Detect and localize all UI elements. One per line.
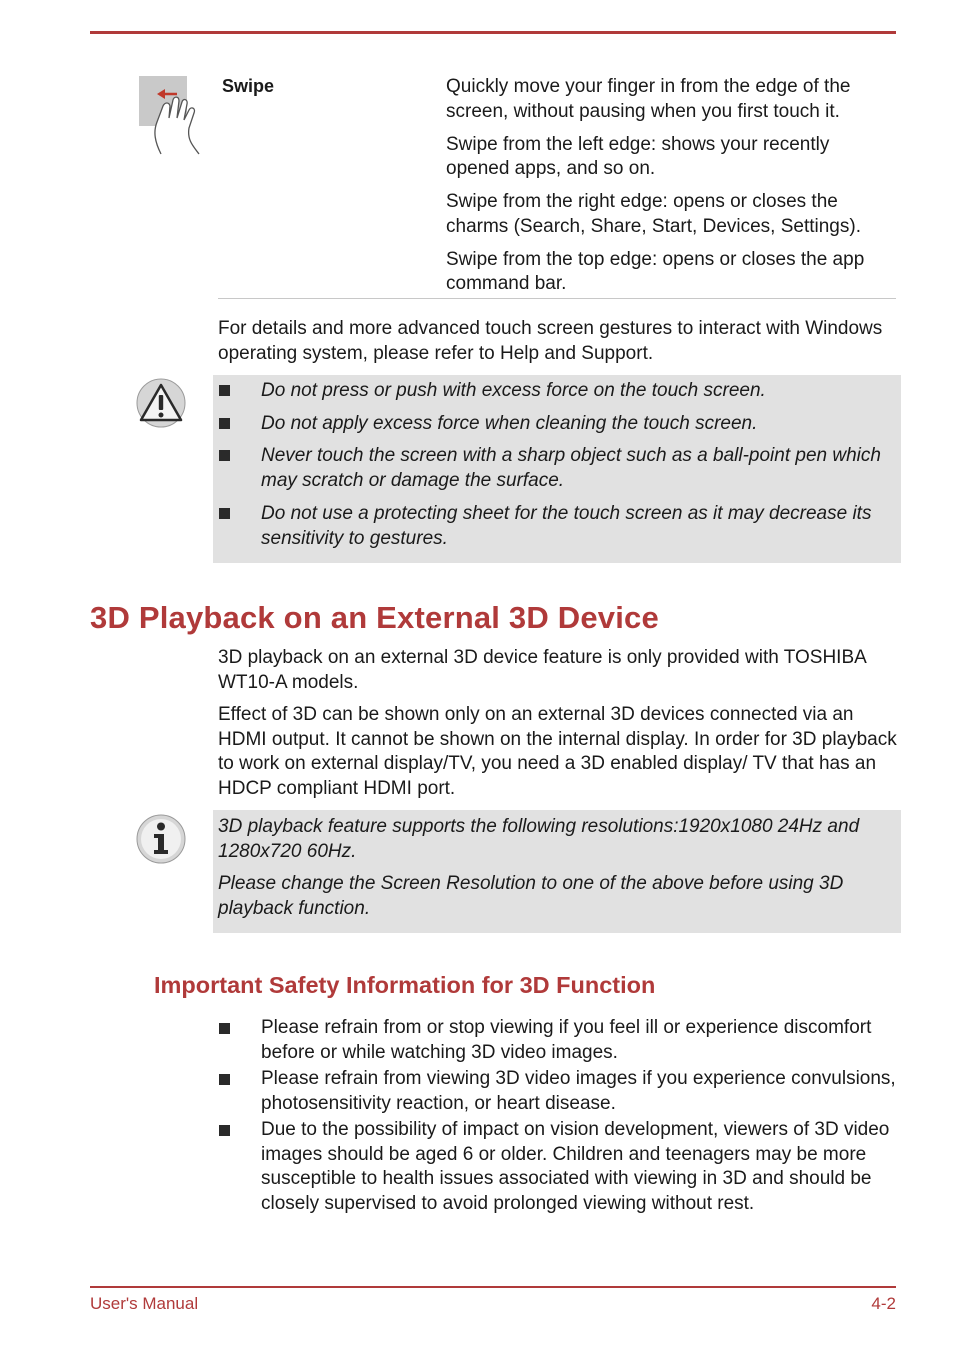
description-paragraph: Swipe from the left edge: shows your recently opened apps, and so on. bbox=[446, 133, 830, 179]
caution-text: Do not use a protecting sheet for the touch screen as it may decrease its sensitivity to gestures. bbox=[261, 502, 872, 549]
list-item bbox=[213, 443, 901, 493]
page-number: 4-2 bbox=[871, 1294, 896, 1313]
section-paragraph: Effect of 3D can be shown only on an external 3D devices connected via an HDMI output. It cannot be shown on the internal display. In order for 3D playback to work on external display/TV, you need a 3D enabled display/ TV that has an HDCP compliant HDMI port. bbox=[218, 704, 897, 799]
footer-rule bbox=[90, 1286, 896, 1288]
info-icon bbox=[136, 814, 186, 864]
list-item bbox=[213, 1118, 901, 1217]
gesture-term: Swipe bbox=[222, 76, 275, 96]
bullet bbox=[219, 508, 230, 519]
caution-list bbox=[213, 378, 901, 558]
list-item bbox=[213, 1016, 901, 1066]
warning-icon bbox=[136, 378, 186, 428]
bullet bbox=[219, 1125, 230, 1136]
description-paragraph: Swipe from the top edge: opens or closes the app command bar. bbox=[446, 248, 865, 294]
info-paragraph: 3D playback feature supports the following resolutions:1920x1080 24Hz and 1280x720 60Hz. bbox=[218, 816, 860, 862]
info-note bbox=[218, 814, 898, 928]
description-paragraph: Quickly move your finger in from the edge of the screen, without pausing when you first touch it. bbox=[446, 76, 851, 122]
bullet bbox=[219, 1074, 230, 1085]
caution-text: Never touch the screen with a sharp object such as a ball-point pen which may scratch or damage the surface. bbox=[261, 445, 881, 491]
list-item bbox=[213, 378, 901, 403]
header-rule bbox=[90, 31, 896, 34]
bullet bbox=[219, 418, 230, 429]
list-item bbox=[213, 501, 901, 551]
caution-text: Do not press or push with excess force on the touch screen. bbox=[261, 380, 766, 401]
subsection-title: Important Safety Information for 3D Function bbox=[154, 972, 656, 998]
table-divider bbox=[218, 298, 896, 299]
gesture-description bbox=[446, 75, 896, 305]
footer-manual-title: User's Manual bbox=[90, 1294, 199, 1313]
safety-list bbox=[213, 1016, 901, 1218]
info-paragraph: Please change the Screen Resolution to one of the above before using 3D playback function. bbox=[218, 873, 844, 919]
intro-paragraph: For details and more advanced touch screen gestures to interact with Windows operating system, please refer to Help and Support. bbox=[218, 318, 883, 364]
safety-text: Please refrain from or stop viewing if you feel ill or experience discomfort before or while watching 3D video images. bbox=[261, 1017, 872, 1063]
description-paragraph: Swipe from the right edge: opens or closes the charms (Search, Share, Start, Devices, Settings). bbox=[446, 191, 861, 237]
list-item bbox=[213, 411, 901, 436]
safety-text: Please refrain from viewing 3D video images if you experience convulsions, photosensitivity reaction, or heart disease. bbox=[261, 1067, 896, 1114]
bullet bbox=[219, 385, 230, 396]
section-title: 3D Playback on an External 3D Device bbox=[90, 600, 659, 635]
list-item bbox=[213, 1067, 901, 1117]
section-paragraph: 3D playback on an external 3D device feature is only provided with TOSHIBA WT10-A models. bbox=[218, 647, 866, 693]
safety-text: Due to the possibility of impact on vision development, viewers of 3D video images should be aged 6 or older. Children and teenagers may be more susceptible to health issues associated with viewing in 3D and should be closely supervised to avoid prolonged viewing without rest. bbox=[261, 1118, 890, 1215]
swipe-gesture-icon bbox=[137, 74, 217, 156]
bullet bbox=[219, 1023, 230, 1034]
caution-text: Do not apply excess force when cleaning the touch screen. bbox=[261, 412, 758, 434]
bullet bbox=[219, 450, 230, 461]
